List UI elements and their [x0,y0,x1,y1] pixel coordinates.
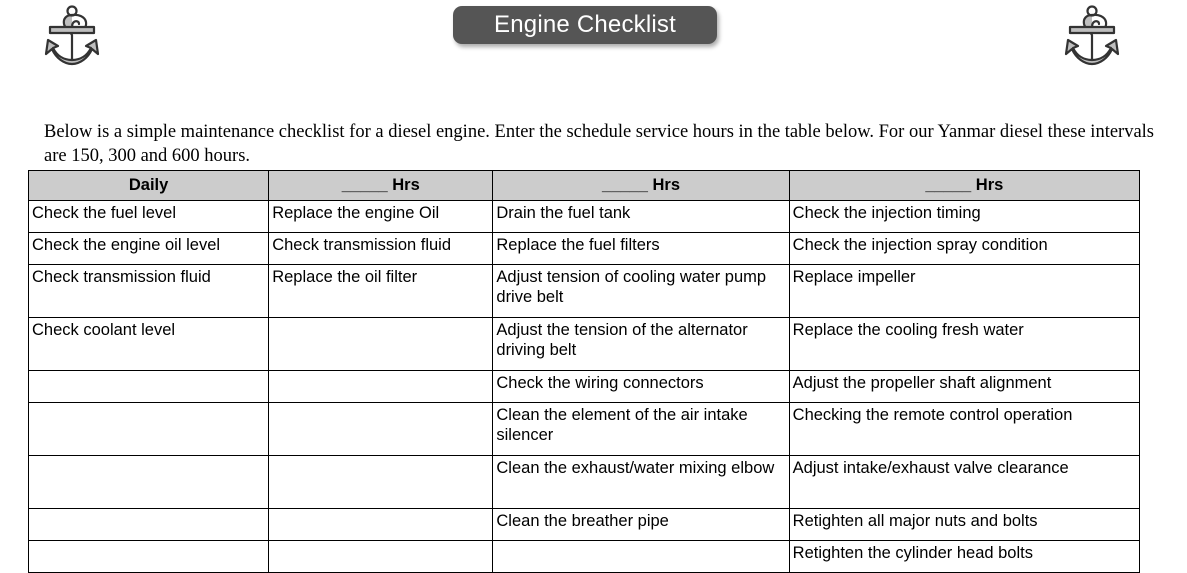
table-cell-c2-r3[interactable]: Replace the oil filter [269,265,493,318]
table-cell-c1-r8[interactable] [29,509,269,541]
table-cell-c4-r1[interactable]: Check the injection timing [789,201,1139,233]
table-cell-c4-r5[interactable]: Adjust the propeller shaft alignment [789,371,1139,403]
table-row [29,233,1140,265]
table-cell-c2-r7[interactable] [269,456,493,509]
table-row [29,403,1140,456]
anchor-icon-left [36,2,108,82]
table-cell-c2-r1[interactable]: Replace the engine Oil [269,201,493,233]
table-cell-c4-r2[interactable]: Check the injection spray condition [789,233,1139,265]
table-cell-c2-r5[interactable] [269,371,493,403]
table-cell-c4-r4[interactable]: Replace the cooling fresh water [789,318,1139,371]
table-row [29,509,1140,541]
column-header-hrs-1: _____ Hrs [269,171,493,201]
column-header-daily: Daily [29,171,269,201]
table-row [29,265,1140,318]
table-cell-c1-r5[interactable] [29,371,269,403]
checklist-table-container [28,170,1140,573]
table-row [29,201,1140,233]
anchor-icon-right [1056,2,1128,82]
table-cell-c1-r2[interactable]: Check the engine oil level [29,233,269,265]
table-cell-c4-r9[interactable]: Retighten the cylinder head bolts [789,541,1139,573]
table-cell-c4-r3[interactable]: Replace impeller [789,265,1139,318]
table-row [29,371,1140,403]
table-cell-c1-r3[interactable]: Check transmission fluid [29,265,269,318]
table-cell-c3-r4[interactable]: Adjust the tension of the alternator driving belt [493,318,789,371]
table-cell-c1-r7[interactable] [29,456,269,509]
page-title: Engine Checklist [494,11,676,38]
table-cell-c2-r6[interactable] [269,403,493,456]
column-header-hrs-2: _____ Hrs [493,171,789,201]
table-cell-c3-r6[interactable]: Clean the element of the air intake silencer [493,403,789,456]
table-cell-c2-r4[interactable] [269,318,493,371]
table-cell-c3-r8[interactable]: Clean the breather pipe [493,509,789,541]
table-cell-c3-r2[interactable]: Replace the fuel filters [493,233,789,265]
table-cell-c2-r2[interactable]: Check transmission fluid [269,233,493,265]
table-cell-c3-r3[interactable]: Adjust tension of cooling water pump drive belt [493,265,789,318]
table-row [29,456,1140,509]
table-row [29,318,1140,371]
intro-paragraph: Below is a simple maintenance checklist for a diesel engine. Enter the schedule service hours in the table below. For our Yanmar diesel these intervals are 150, 300 and 600 hours. [44,121,1155,167]
table-cell-c3-r5[interactable]: Check the wiring connectors [493,371,789,403]
table-header-row [29,171,1140,201]
column-header-hrs-3: _____ Hrs [789,171,1139,201]
table-cell-c1-r6[interactable] [29,403,269,456]
table-cell-c3-r7[interactable]: Clean the exhaust/water mixing elbow [493,456,789,509]
page-header [0,0,1187,88]
table-cell-c1-r4[interactable]: Check coolant level [29,318,269,371]
table-cell-c1-r1[interactable]: Check the fuel level [29,201,269,233]
table-cell-c2-r8[interactable] [269,509,493,541]
checklist-table-body [29,201,1140,573]
checklist-table [28,170,1140,573]
table-cell-c3-r1[interactable]: Drain the fuel tank [493,201,789,233]
page-title-pill [453,6,717,44]
table-cell-c4-r8[interactable]: Retighten all major nuts and bolts [789,509,1139,541]
table-cell-c4-r7[interactable]: Adjust intake/exhaust valve clearance [789,456,1139,509]
table-cell-c4-r6[interactable]: Checking the remote control operation [789,403,1139,456]
